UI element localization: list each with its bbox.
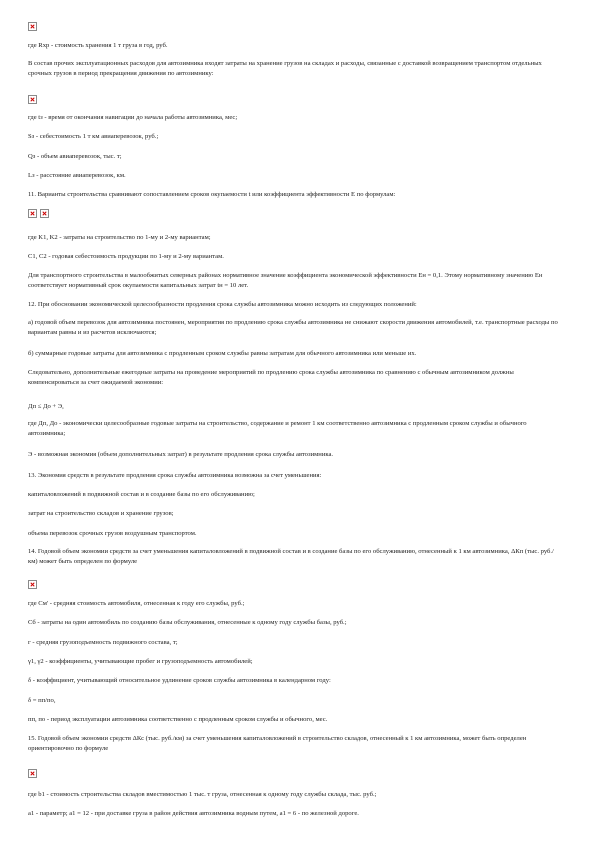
broken-image-icon <box>28 95 37 104</box>
broken-image-icon <box>28 769 37 778</box>
paragraph: где K1, K2 - затраты на строительство по 1-му и 2-му вариантам; <box>28 234 211 241</box>
paragraph: В состав прочих эксплуатационных расходов для автозимника входят затраты на хранение грузов на складах и расходы, связанные с доставкой возвращением транспортом отдельных срочных грузов в период прекращения движения по автозимнику: <box>28 60 542 78</box>
paragraph: затрат на строительство складов и хранение грузов; <box>28 510 174 517</box>
paragraph: Cб - затраты на один автомобиль по созданию базы обслуживания, отнесенные к одному году службы базы, руб.; <box>28 619 347 626</box>
paragraph: Qз - объем авиаперевозок, тыс. т; <box>28 153 122 160</box>
paragraph: капиталовложений в подвижной состав и в создание базы по его обслуживанию; <box>28 491 255 498</box>
paragraph: где Cм' - средняя стоимость автомобиля, отнесенная к году его службы, руб.; <box>28 600 245 607</box>
paragraph: б) суммарные годовые затраты для автозимника с продленным сроком службы равны затратам для обычного автозимника или меньше их. <box>28 350 417 357</box>
formula-text: Дп ≤ До + Э, <box>28 403 64 410</box>
paragraph: γ1, γ2 - коэффициенты, учитывающие пробег и грузоподъемность автомобилей; <box>28 658 253 665</box>
broken-image-icon <box>28 209 37 218</box>
paragraph: где b1 - стоимость строительства складов вместимостью 1 тыс. т груза, отнесенная к одному году службы склада, тыс. руб.; <box>28 791 377 798</box>
paragraph: Э - возможная экономия (объем дополнительных затрат) в результате продления срока службы автозимника. <box>28 451 334 458</box>
paragraph: 11. Варианты строительства сравнивают сопоставлением сроков окупаемости t или коэффициента эффективности E по формулам: <box>28 191 396 198</box>
paragraph: где Дп, До - экономически целесообразные годовые затраты на строительство, содержание и ремонт 1 км соответственно автозимника с продленным сроком службы и обычного автозимника; <box>28 420 527 438</box>
paragraph: где Rхр - стоимость хранения 1 т груза в год, руб. <box>28 42 168 49</box>
broken-image-icon <box>28 22 37 31</box>
paragraph: Lз - расстояние авиаперевозок, км. <box>28 172 126 179</box>
paragraph: a1 - параметр; a1 = 12 - при доставке груза в район действия автозимника водным путем, a1 = 6 - по железной дороге. <box>28 810 359 817</box>
paragraph: Для транспортного строительства в малообжитых северных районах нормативное значение коэффициента экономической эффективности Eн = 0,1. Этому нормативному значению Eн соответствует нормативный срок окупаемости капитальных затрат tн = 10 лет. <box>28 272 543 290</box>
paragraph: пп, по - период эксплуатации автозимника соответственно с продленным сроком службы и обычного, мес. <box>28 716 328 723</box>
paragraph: 14. Годовой объем экономии средств за счет уменьшения капиталовложений в подвижной состав и в создание базы по его обслуживанию, отнесенный к 1 км автозимника, ΔКп (тыс. руб./км) может быть определен по формуле <box>28 548 554 566</box>
paragraph: г - средняя грузоподъемность подвижного состава, т; <box>28 639 178 646</box>
paragraph: Следовательно, дополнительные ежегодные затраты на проведение мероприятий по продлению срока службы автозимника по сравнению с обычным автозимником должны компенсироваться за счет ожидаемой экономии: <box>28 369 514 387</box>
broken-image-icon <box>28 580 37 589</box>
formula-text: δ = пп/по, <box>28 697 56 704</box>
paragraph: Sз - себестоимость 1 т км авиаперевозок, руб.; <box>28 133 159 140</box>
paragraph: объема перевозок срочных грузов воздушным транспортом. <box>28 530 197 537</box>
broken-image-icon <box>40 209 49 218</box>
paragraph: C1, C2 - годовая себестоимость продукции по 1-му и 2-му вариантам. <box>28 253 224 260</box>
paragraph: δ - коэффициент, учитывающий относительное удлинение сроков службы автозимника в календарном году: <box>28 677 331 684</box>
paragraph: а) годовой объем перевозок для автозимника постоянен, мероприятия по продлению срока службы автозимника не снижают скорости движения автомобилей, т.е. транспортные расходы по вариантам равны и из расчетов исключаются; <box>28 319 558 337</box>
paragraph: где tз - время от окончания навигации до начала работы автозимника, мес; <box>28 114 238 121</box>
paragraph: 12. При обосновании экономической целесообразности продления срока службы автозимника можно исходить из следующих положений: <box>28 301 417 308</box>
paragraph: 15. Годовой объем экономии средств ΔКс (тыс. руб./км) за счет уменьшения капиталовложений в строительство складов, отнесенный к 1 км автозимника, может быть определен ориентировочно по формуле <box>28 735 527 753</box>
paragraph: 13. Экономия средств в результате продления срока службы автозимника возможна за счет уменьшения: <box>28 472 322 479</box>
